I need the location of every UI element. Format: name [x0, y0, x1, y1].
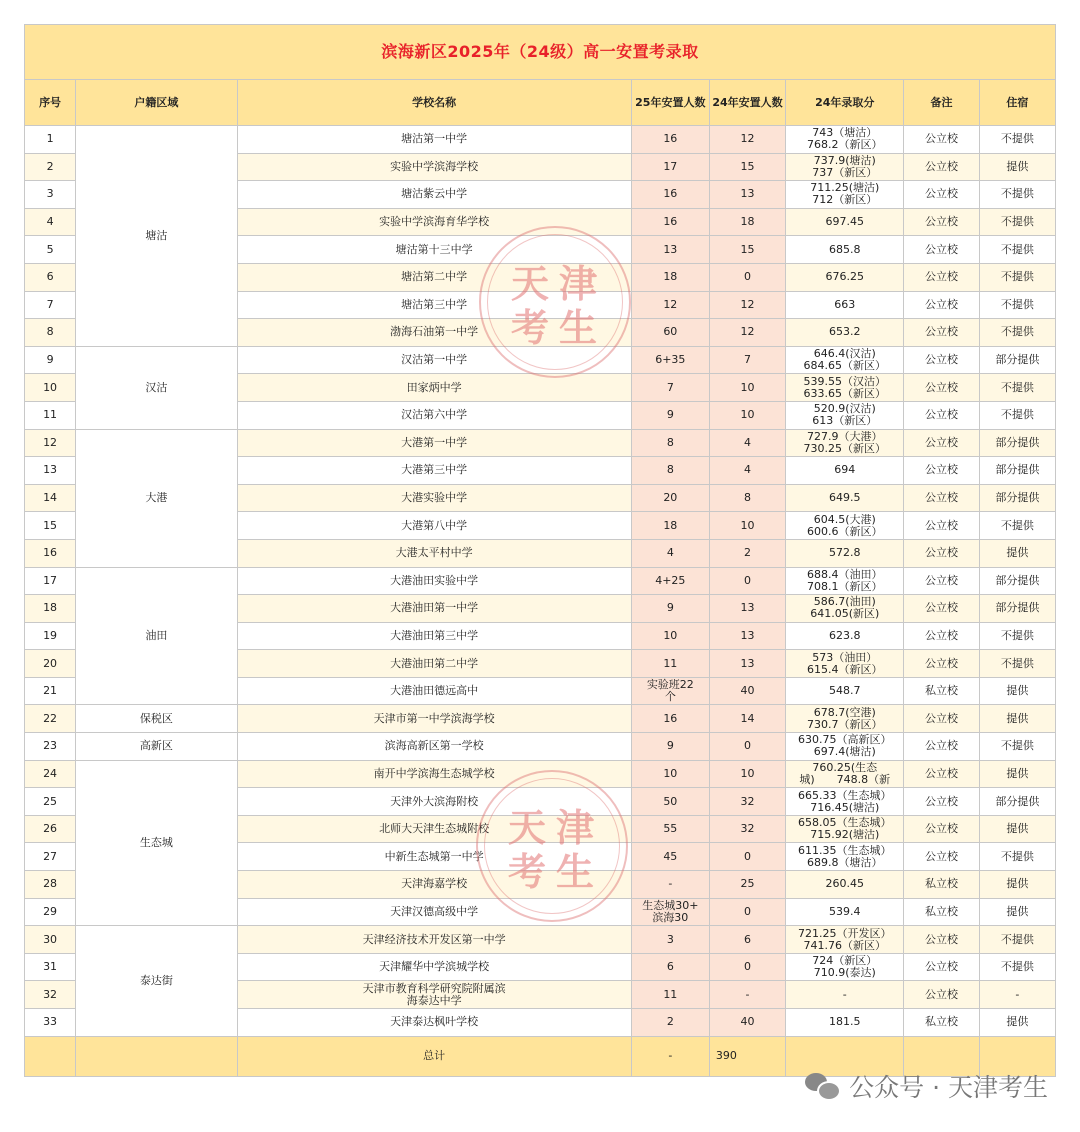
score-2024-cell: 727.9（大港） 730.25（新区）	[786, 429, 904, 457]
total-area-cell	[76, 1036, 237, 1076]
stamp-text: 天津考生	[507, 805, 604, 894]
row-number-cell: 3	[25, 181, 76, 209]
score-2024-cell: 743（塘沽） 768.2（新区）	[786, 126, 904, 154]
school-name-cell: 南开中学滨海生态城学校	[237, 760, 631, 788]
school-type-cell: 私立校	[904, 677, 979, 705]
school-name-cell: 塘沽第三中学	[237, 291, 631, 319]
table-row	[25, 126, 1056, 154]
school-type-cell: 公立校	[904, 484, 979, 512]
accommodation-cell: 提供	[979, 705, 1055, 733]
count-2025-cell: 13	[631, 236, 709, 264]
score-2024-cell: 649.5	[786, 484, 904, 512]
accommodation-cell: 不提供	[979, 263, 1055, 291]
count-2025-cell: 生态城30+ 滨海30	[631, 898, 709, 926]
count-2025-cell: 9	[631, 401, 709, 429]
school-type-cell: 公立校	[904, 374, 979, 402]
school-name-cell: 滨海高新区第一学校	[237, 733, 631, 761]
school-type-cell: 公立校	[904, 153, 979, 181]
area-cell: 保税区	[76, 705, 237, 733]
school-type-cell: 公立校	[904, 705, 979, 733]
score-2024-cell: 604.5(大港) 600.6（新区）	[786, 512, 904, 540]
count-2024-cell: 12	[709, 291, 785, 319]
accommodation-cell: 不提供	[979, 512, 1055, 540]
count-2025-cell: 20	[631, 484, 709, 512]
count-2025-cell: 45	[631, 843, 709, 871]
row-number-cell: 18	[25, 595, 76, 623]
total-no-cell	[25, 1036, 76, 1076]
col-header-n24: 24年安置人数	[709, 80, 785, 126]
score-2024-cell: 678.7(空港) 730.7（新区）	[786, 705, 904, 733]
count-2025-cell: 11	[631, 650, 709, 678]
row-number-cell: 4	[25, 208, 76, 236]
count-2024-cell: 0	[709, 263, 785, 291]
count-2025-cell: 7	[631, 374, 709, 402]
row-number-cell: 11	[25, 401, 76, 429]
school-type-cell: 公立校	[904, 650, 979, 678]
accommodation-cell: 提供	[979, 1009, 1055, 1037]
school-name-cell: 天津耀华中学滨城学校	[237, 953, 631, 981]
score-2024-cell: 685.8	[786, 236, 904, 264]
count-2024-cell: 18	[709, 208, 785, 236]
count-2024-cell: 4	[709, 457, 785, 485]
school-name-cell: 渤海石油第一中学	[237, 319, 631, 347]
school-type-cell: 公立校	[904, 953, 979, 981]
count-2025-cell: 11	[631, 981, 709, 1009]
school-type-cell: 公立校	[904, 981, 979, 1009]
area-cell: 高新区	[76, 733, 237, 761]
school-type-cell: 公立校	[904, 181, 979, 209]
school-type-cell: 私立校	[904, 1009, 979, 1037]
accommodation-cell: -	[979, 981, 1055, 1009]
count-2024-cell: 6	[709, 926, 785, 954]
school-name-cell: 北师大天津生态城附校	[237, 815, 631, 843]
score-2024-cell: 646.4(汉沽) 684.65（新区）	[786, 346, 904, 374]
table-row	[25, 429, 1056, 457]
count-2024-cell: 40	[709, 677, 785, 705]
score-2024-cell: 623.8	[786, 622, 904, 650]
row-number-cell: 17	[25, 567, 76, 595]
row-number-cell: 5	[25, 236, 76, 264]
area-cell: 生态城	[76, 760, 237, 926]
col-header-n25: 25年安置人数	[631, 80, 709, 126]
count-2024-cell: 14	[709, 705, 785, 733]
count-2025-cell: 8	[631, 457, 709, 485]
area-cell: 汉沽	[76, 346, 237, 429]
col-header-no: 序号	[25, 80, 76, 126]
school-name-cell: 天津经济技术开发区第一中学	[237, 926, 631, 954]
area-cell: 塘沽	[76, 126, 237, 347]
count-2024-cell: 12	[709, 126, 785, 154]
accommodation-cell: 不提供	[979, 650, 1055, 678]
accommodation-cell: 提供	[979, 760, 1055, 788]
school-type-cell: 私立校	[904, 898, 979, 926]
school-type-cell: 公立校	[904, 788, 979, 816]
col-header-score: 24年录取分	[786, 80, 904, 126]
score-2024-cell: 520.9(汉沽) 613（新区）	[786, 401, 904, 429]
admission-table	[24, 24, 1056, 1077]
school-name-cell: 天津市第一中学滨海学校	[237, 705, 631, 733]
score-2024-cell: 630.75（高新区） 697.4(塘沽)	[786, 733, 904, 761]
school-name-cell: 汉沽第六中学	[237, 401, 631, 429]
count-2025-cell: 18	[631, 512, 709, 540]
row-number-cell: 24	[25, 760, 76, 788]
school-type-cell: 私立校	[904, 871, 979, 899]
count-2024-cell: 12	[709, 319, 785, 347]
school-type-cell: 公立校	[904, 512, 979, 540]
accommodation-cell: 不提供	[979, 926, 1055, 954]
school-type-cell: 公立校	[904, 457, 979, 485]
count-2024-cell: 0	[709, 843, 785, 871]
count-2025-cell: 16	[631, 208, 709, 236]
score-2024-cell: 697.45	[786, 208, 904, 236]
count-2025-cell: 17	[631, 153, 709, 181]
total-label: 总计	[237, 1036, 631, 1076]
accommodation-cell: 不提供	[979, 953, 1055, 981]
count-2025-cell: -	[631, 871, 709, 899]
row-number-cell: 7	[25, 291, 76, 319]
school-name-cell: 大港油田德远高中	[237, 677, 631, 705]
row-number-cell: 19	[25, 622, 76, 650]
table-row	[25, 567, 1056, 595]
count-2024-cell: 0	[709, 898, 785, 926]
school-name-cell: 实验中学滨海学校	[237, 153, 631, 181]
count-2024-cell: 25	[709, 871, 785, 899]
score-2024-cell: 721.25（开发区） 741.76（新区）	[786, 926, 904, 954]
accommodation-cell: 不提供	[979, 181, 1055, 209]
school-type-cell: 公立校	[904, 263, 979, 291]
score-2024-cell: 653.2	[786, 319, 904, 347]
header-row	[25, 80, 1056, 126]
score-2024-cell: 539.4	[786, 898, 904, 926]
count-2025-cell: 16	[631, 126, 709, 154]
watermark-text: 公众号 · 天津考生	[849, 1073, 1048, 1102]
row-number-cell: 12	[25, 429, 76, 457]
score-2024-cell: 665.33（生态城） 716.45(塘沽)	[786, 788, 904, 816]
score-2024-cell: 573（油田） 615.4（新区）	[786, 650, 904, 678]
school-name-cell: 天津海嘉学校	[237, 871, 631, 899]
row-number-cell: 25	[25, 788, 76, 816]
accommodation-cell: 部分提供	[979, 457, 1055, 485]
count-2024-cell: 4	[709, 429, 785, 457]
count-2025-cell: 3	[631, 926, 709, 954]
score-2024-cell: 663	[786, 291, 904, 319]
count-2025-cell: 2	[631, 1009, 709, 1037]
school-type-cell: 公立校	[904, 208, 979, 236]
col-header-area: 户籍区域	[76, 80, 237, 126]
table-row	[25, 346, 1056, 374]
accommodation-cell: 提供	[979, 539, 1055, 567]
school-type-cell: 公立校	[904, 319, 979, 347]
school-name-cell: 大港油田第三中学	[237, 622, 631, 650]
school-name-cell: 大港第一中学	[237, 429, 631, 457]
count-2024-cell: 13	[709, 181, 785, 209]
accommodation-cell: 不提供	[979, 319, 1055, 347]
school-name-cell: 田家炳中学	[237, 374, 631, 402]
area-cell: 大港	[76, 429, 237, 567]
accommodation-cell: 部分提供	[979, 484, 1055, 512]
school-name-cell: 天津市教育科学研究院附属滨 海泰达中学	[237, 981, 631, 1009]
count-2024-cell: 0	[709, 567, 785, 595]
row-number-cell: 1	[25, 126, 76, 154]
row-number-cell: 21	[25, 677, 76, 705]
count-2024-cell: 15	[709, 236, 785, 264]
row-number-cell: 20	[25, 650, 76, 678]
row-number-cell: 26	[25, 815, 76, 843]
table-row	[25, 760, 1056, 788]
accommodation-cell: 提供	[979, 677, 1055, 705]
col-header-school: 学校名称	[237, 80, 631, 126]
score-2024-cell: 611.35（生态城） 689.8（塘沽）	[786, 843, 904, 871]
table-row	[25, 705, 1056, 733]
row-number-cell: 29	[25, 898, 76, 926]
score-2024-cell: 586.7(油田) 641.05(新区)	[786, 595, 904, 623]
school-type-cell: 公立校	[904, 622, 979, 650]
count-2024-cell: 40	[709, 1009, 785, 1037]
count-2024-cell: 13	[709, 650, 785, 678]
count-2024-cell: 2	[709, 539, 785, 567]
school-name-cell: 塘沽第十三中学	[237, 236, 631, 264]
count-2025-cell: 55	[631, 815, 709, 843]
count-2024-cell: 15	[709, 153, 785, 181]
accommodation-cell: 提供	[979, 815, 1055, 843]
row-number-cell: 33	[25, 1009, 76, 1037]
count-2024-cell: 32	[709, 788, 785, 816]
school-name-cell: 大港实验中学	[237, 484, 631, 512]
school-name-cell: 塘沽第一中学	[237, 126, 631, 154]
school-name-cell: 大港第八中学	[237, 512, 631, 540]
score-2024-cell: -	[786, 981, 904, 1009]
total-n25: -	[631, 1036, 709, 1076]
row-number-cell: 8	[25, 319, 76, 347]
count-2025-cell: 4	[631, 539, 709, 567]
school-type-cell: 公立校	[904, 126, 979, 154]
stamp-text: 天津考生	[510, 261, 607, 350]
count-2024-cell: 10	[709, 512, 785, 540]
school-type-cell: 公立校	[904, 567, 979, 595]
row-number-cell: 27	[25, 843, 76, 871]
count-2025-cell: 9	[631, 595, 709, 623]
row-number-cell: 28	[25, 871, 76, 899]
wechat-icon	[805, 1071, 841, 1101]
count-2024-cell: 0	[709, 953, 785, 981]
count-2024-cell: 10	[709, 760, 785, 788]
school-type-cell: 公立校	[904, 236, 979, 264]
table-row	[25, 733, 1056, 761]
row-number-cell: 14	[25, 484, 76, 512]
school-type-cell: 公立校	[904, 815, 979, 843]
school-name-cell: 大港第三中学	[237, 457, 631, 485]
count-2025-cell: 16	[631, 181, 709, 209]
accommodation-cell: 不提供	[979, 208, 1055, 236]
score-2024-cell: 539.55（汉沽） 633.65（新区）	[786, 374, 904, 402]
count-2024-cell: -	[709, 981, 785, 1009]
score-2024-cell: 181.5	[786, 1009, 904, 1037]
accommodation-cell: 部分提供	[979, 429, 1055, 457]
count-2025-cell: 16	[631, 705, 709, 733]
count-2025-cell: 10	[631, 760, 709, 788]
count-2024-cell: 10	[709, 401, 785, 429]
school-type-cell: 公立校	[904, 429, 979, 457]
count-2025-cell: 6	[631, 953, 709, 981]
score-2024-cell: 676.25	[786, 263, 904, 291]
row-number-cell: 10	[25, 374, 76, 402]
row-number-cell: 22	[25, 705, 76, 733]
count-2025-cell: 8	[631, 429, 709, 457]
school-type-cell: 公立校	[904, 346, 979, 374]
row-number-cell: 15	[25, 512, 76, 540]
count-2025-cell: 60	[631, 319, 709, 347]
table-row	[25, 926, 1056, 954]
accommodation-cell: 部分提供	[979, 567, 1055, 595]
school-name-cell: 大港太平村中学	[237, 539, 631, 567]
score-2024-cell: 711.25(塘沽) 712（新区）	[786, 181, 904, 209]
school-name-cell: 大港油田第一中学	[237, 595, 631, 623]
row-number-cell: 23	[25, 733, 76, 761]
school-name-cell: 中新生态城第一中学	[237, 843, 631, 871]
score-2024-cell: 688.4（油田） 708.1（新区）	[786, 567, 904, 595]
score-2024-cell: 724（新区） 710.9(泰达)	[786, 953, 904, 981]
row-number-cell: 16	[25, 539, 76, 567]
page-title: 滨海新区2025年（24级）高一安置考录取	[25, 25, 1056, 80]
accommodation-cell: 部分提供	[979, 595, 1055, 623]
row-number-cell: 6	[25, 263, 76, 291]
school-name-cell: 大港油田实验中学	[237, 567, 631, 595]
school-type-cell: 公立校	[904, 539, 979, 567]
score-2024-cell: 260.45	[786, 871, 904, 899]
accommodation-cell: 不提供	[979, 622, 1055, 650]
school-name-cell: 天津汉德高级中学	[237, 898, 631, 926]
count-2025-cell: 9	[631, 733, 709, 761]
accommodation-cell: 部分提供	[979, 346, 1055, 374]
count-2024-cell: 10	[709, 374, 785, 402]
count-2024-cell: 7	[709, 346, 785, 374]
score-2024-cell: 737.9(塘沽) 737（新区）	[786, 153, 904, 181]
area-cell: 油田	[76, 567, 237, 705]
count-2024-cell: 0	[709, 733, 785, 761]
accommodation-cell: 不提供	[979, 374, 1055, 402]
count-2025-cell: 18	[631, 263, 709, 291]
accommodation-cell: 提供	[979, 898, 1055, 926]
school-name-cell: 天津泰达枫叶学校	[237, 1009, 631, 1037]
count-2024-cell: 32	[709, 815, 785, 843]
school-name-cell: 汉沽第一中学	[237, 346, 631, 374]
school-type-cell: 公立校	[904, 291, 979, 319]
count-2025-cell: 实验班22 个	[631, 677, 709, 705]
accommodation-cell: 不提供	[979, 733, 1055, 761]
school-name-cell: 天津外大滨海附校	[237, 788, 631, 816]
row-number-cell: 2	[25, 153, 76, 181]
count-2025-cell: 12	[631, 291, 709, 319]
school-name-cell: 塘沽第二中学	[237, 263, 631, 291]
score-2024-cell: 548.7	[786, 677, 904, 705]
accommodation-cell: 不提供	[979, 126, 1055, 154]
accommodation-cell: 不提供	[979, 236, 1055, 264]
accommodation-cell: 提供	[979, 153, 1055, 181]
col-header-stay: 住宿	[979, 80, 1055, 126]
row-number-cell: 9	[25, 346, 76, 374]
row-number-cell: 32	[25, 981, 76, 1009]
count-2025-cell: 4+25	[631, 567, 709, 595]
count-2024-cell: 8	[709, 484, 785, 512]
score-2024-cell: 658.05（生态城） 715.92(塘沽)	[786, 815, 904, 843]
total-n24: 390	[709, 1036, 785, 1076]
school-name-cell: 大港油田第二中学	[237, 650, 631, 678]
col-header-note: 备注	[904, 80, 979, 126]
accommodation-cell: 不提供	[979, 843, 1055, 871]
score-2024-cell: 760.25(生态 城) 748.8（新	[786, 760, 904, 788]
count-2025-cell: 6+35	[631, 346, 709, 374]
school-type-cell: 公立校	[904, 401, 979, 429]
accommodation-cell: 不提供	[979, 401, 1055, 429]
wechat-watermark	[805, 1066, 1048, 1106]
school-type-cell: 公立校	[904, 843, 979, 871]
accommodation-cell: 部分提供	[979, 788, 1055, 816]
row-number-cell: 13	[25, 457, 76, 485]
count-2025-cell: 50	[631, 788, 709, 816]
accommodation-cell: 提供	[979, 871, 1055, 899]
school-type-cell: 公立校	[904, 760, 979, 788]
count-2024-cell: 13	[709, 622, 785, 650]
count-2024-cell: 13	[709, 595, 785, 623]
row-number-cell: 31	[25, 953, 76, 981]
school-type-cell: 公立校	[904, 926, 979, 954]
row-number-cell: 30	[25, 926, 76, 954]
area-cell: 泰达街	[76, 926, 237, 1036]
school-type-cell: 公立校	[904, 733, 979, 761]
accommodation-cell: 不提供	[979, 291, 1055, 319]
count-2025-cell: 10	[631, 622, 709, 650]
score-2024-cell: 572.8	[786, 539, 904, 567]
school-name-cell: 塘沽紫云中学	[237, 181, 631, 209]
school-name-cell: 实验中学滨海育华学校	[237, 208, 631, 236]
school-type-cell: 公立校	[904, 595, 979, 623]
score-2024-cell: 694	[786, 457, 904, 485]
